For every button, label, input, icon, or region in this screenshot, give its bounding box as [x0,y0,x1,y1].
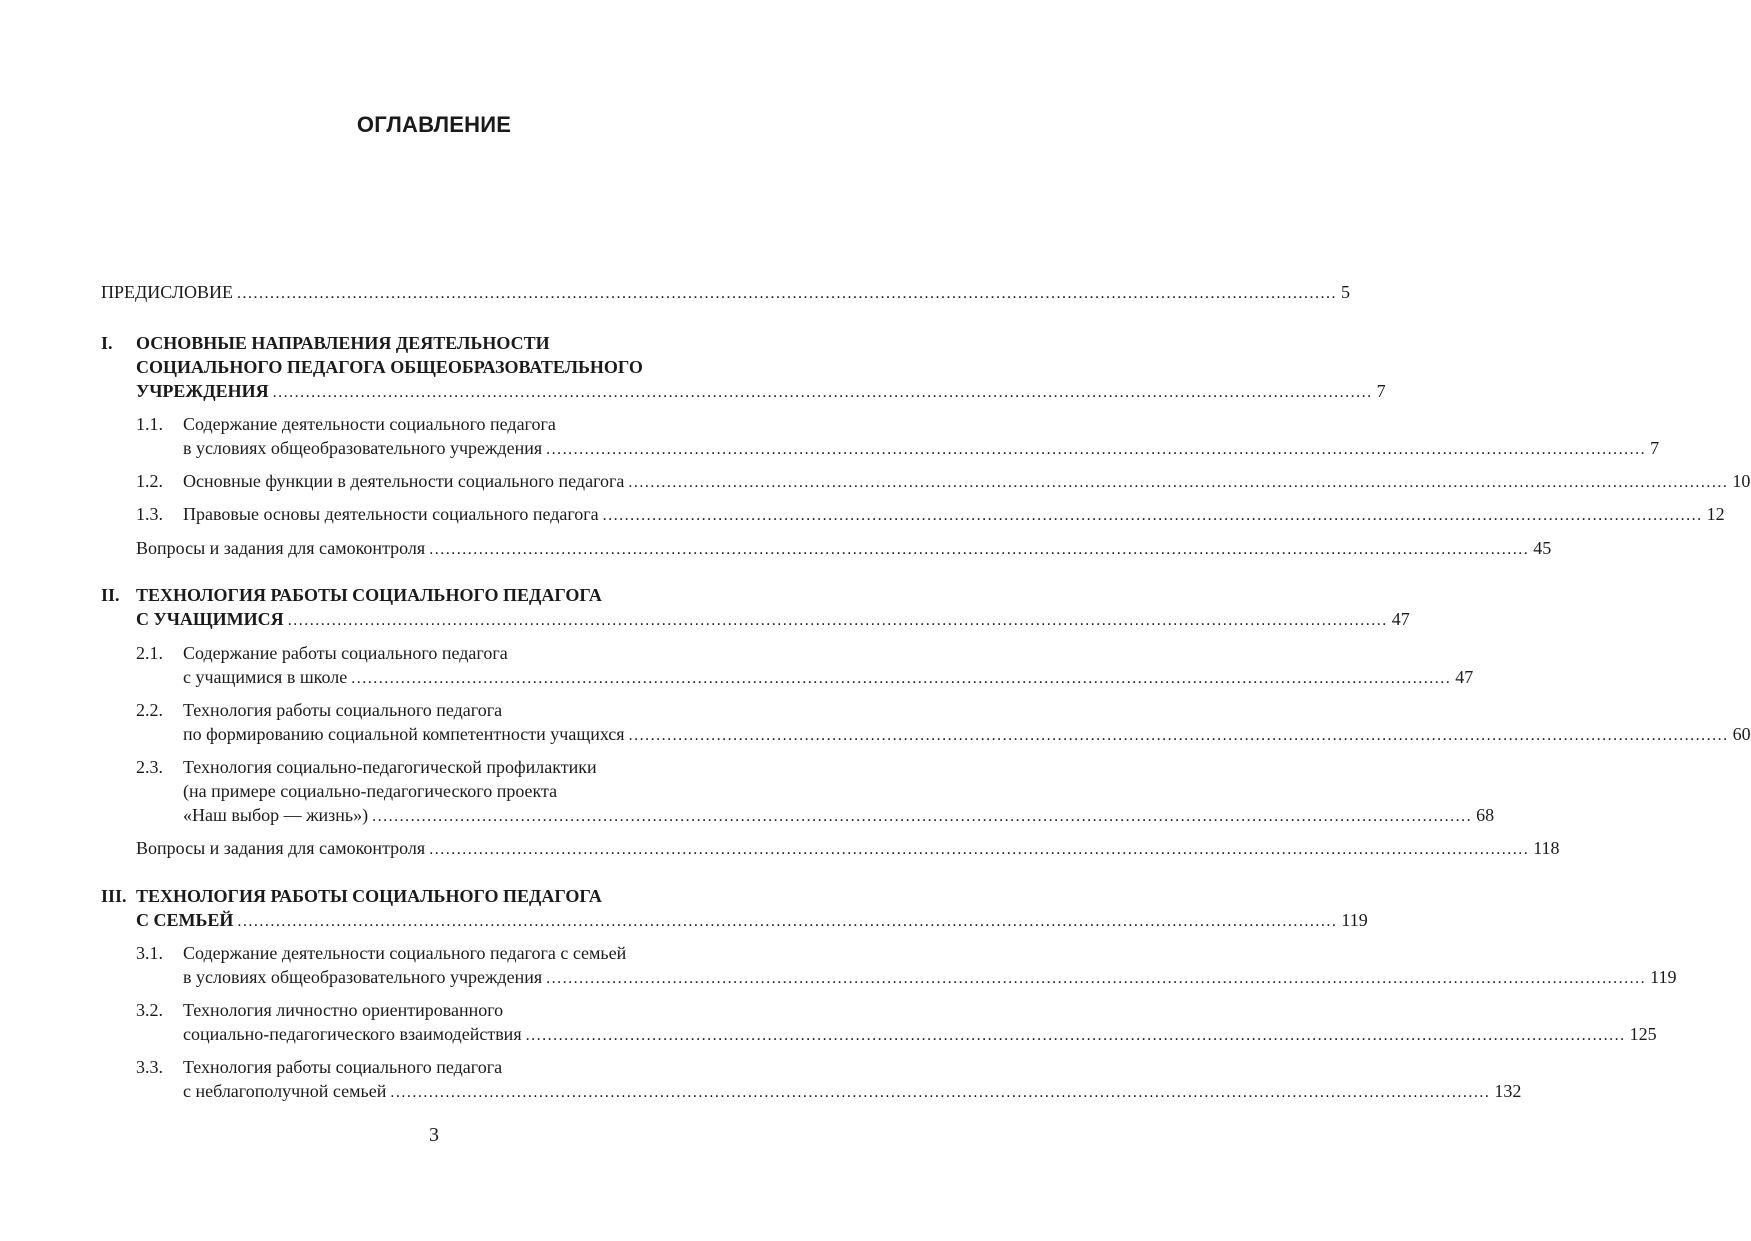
toc-section-1-3[interactable] [101,502,1725,526]
section-title-line: Технология работы социального педагога [183,700,503,720]
toc-page-number: 60 [1732,724,1751,744]
chapter-number: III. [101,886,127,906]
toc-chapter-1[interactable] [101,331,1386,403]
toc-page-number: 10 [1732,471,1751,491]
section-title-line: Технология работы социального педагога [183,1057,503,1077]
dot-leader: ........................................................................................................................................................................................................ [429,841,1530,858]
chapter-title-line: УЧРЕЖДЕНИЯ [136,381,269,401]
section-title-line: (на примере социально-педагогического проекта [183,781,558,801]
dot-leader: ........................................................................................................................................................................................................ [287,612,1388,629]
dot-leader: ........................................................................................................................................................................................................ [546,970,1647,987]
toc-chapter-2[interactable] [101,583,1410,631]
section-title-line: Содержание работы социального педагога [183,643,508,663]
section-number: 1.3. [136,504,163,524]
dot-leader: ........................................................................................................................................................................................................ [525,1027,1626,1044]
toc-section-3-1[interactable] [101,941,1677,989]
toc-section-3-2[interactable] [101,998,1657,1046]
questions-label: Вопросы и задания для самоконтроля [136,538,426,558]
section-title-line: в условиях общеобразовательного учреждения [183,438,543,458]
toc-section-2-1[interactable] [101,641,1474,689]
section-number: 2.1. [136,643,163,663]
chapter-title-line: С УЧАЩИМИСЯ [136,609,284,629]
chapter-title-line: ТЕХНОЛОГИЯ РАБОТЫ СОЦИАЛЬНОГО ПЕДАГОГА [136,585,602,605]
dot-leader: ........................................................................................................................................................................................................ [546,441,1647,458]
chapter-title-line: ТЕХНОЛОГИЯ РАБОТЫ СОЦИАЛЬНОГО ПЕДАГОГА [136,886,602,906]
toc-questions-2[interactable] [101,836,1560,860]
section-number: 3.1. [136,943,163,963]
section-title-line: «Наш выбор — жизнь») [183,805,369,825]
toc-page-number: 118 [1533,838,1560,858]
section-title-line: Технология социально-педагогической профилактики [183,757,597,777]
dot-leader: ........................................................................................................................................................................................................ [372,808,1473,825]
toc-entry-label: ПРЕДИСЛОВИЕ [101,282,234,302]
chapter-title-line: С СЕМЬЕЙ [136,910,234,930]
toc-section-2-3[interactable] [101,755,1495,827]
section-title-line: по формированию социальной компетентности учащихся [183,724,625,744]
toc-chapter-3[interactable] [101,884,1368,932]
section-title-line: Содержание деятельности социального педагога [183,414,556,434]
chapter-number: I. [101,333,113,353]
toc-entry-preface[interactable] [101,280,1351,304]
toc-section-2-2[interactable] [101,698,1751,746]
toc-page-number: 7 [1650,438,1660,458]
toc-page-number: 68 [1476,805,1495,825]
dot-leader: ........................................................................................................................................................................................................ [602,507,1703,524]
toc-page-number: 47 [1391,609,1410,629]
toc-page-number: 47 [1455,667,1474,687]
dot-leader: ........................................................................................................................................................................................................ [351,670,1452,687]
toc-page-number: 132 [1494,1081,1522,1101]
chapter-title-line: СОЦИАЛЬНОГО ПЕДАГОГА ОБЩЕОБРАЗОВАТЕЛЬНОГО [136,357,643,377]
toc-page-number: 119 [1650,967,1677,987]
dot-leader: ........................................................................................................................................................................................................ [390,1084,1491,1101]
dot-leader: ........................................................................................................................................................................................................ [272,384,1373,401]
chapter-number: II. [101,585,120,605]
toc-page-number: 45 [1533,538,1552,558]
page-number: 3 [429,1124,439,1146]
section-title-line: Содержание деятельности социального педагога с семьей [183,943,627,963]
toc-page-number: 7 [1376,381,1386,401]
section-title-line: Технология личностно ориентированного [183,1000,504,1020]
section-title-line: Правовые основы деятельности социального педагога [183,504,599,524]
section-number: 3.2. [136,1000,163,1020]
dot-leader: ........................................................................................................................................................................................................ [237,913,1338,930]
dot-leader: ........................................................................................................................................................................................................ [628,727,1729,744]
dot-leader: ........................................................................................................................................................................................................ [237,285,1338,302]
page-title: ОГЛАВЛЕНИЕ [356,112,512,137]
toc-page-number: 5 [1341,282,1351,302]
section-title-line: с учащимися в школе [183,667,348,687]
toc-questions-1[interactable] [101,536,1552,560]
section-number: 2.2. [136,700,163,720]
dot-leader: ........................................................................................................................................................................................................ [628,474,1729,491]
section-number: 3.3. [136,1057,163,1077]
section-title-line: в условиях общеобразовательного учреждения [183,967,543,987]
section-number: 1.2. [136,471,163,491]
section-number: 2.3. [136,757,163,777]
toc-page-number: 12 [1706,504,1725,524]
chapter-title-line: ОСНОВНЫЕ НАПРАВЛЕНИЯ ДЕЯТЕЛЬНОСТИ [136,333,550,353]
toc-section-1-2[interactable] [101,469,1751,493]
toc-page-number: 119 [1341,910,1368,930]
toc-page-number: 125 [1629,1024,1657,1044]
section-number: 1.1. [136,414,163,434]
questions-label: Вопросы и задания для самоконтроля [136,838,426,858]
toc-section-3-3[interactable] [101,1055,1522,1103]
dot-leader: ........................................................................................................................................................................................................ [429,541,1530,558]
section-title-line: социально-педагогического взаимодействия [183,1024,522,1044]
section-title-line: Основные функции в деятельности социального педагога [183,471,625,491]
section-title-line: с неблагополучной семьей [183,1081,387,1101]
toc-section-1-1[interactable] [101,412,1660,460]
